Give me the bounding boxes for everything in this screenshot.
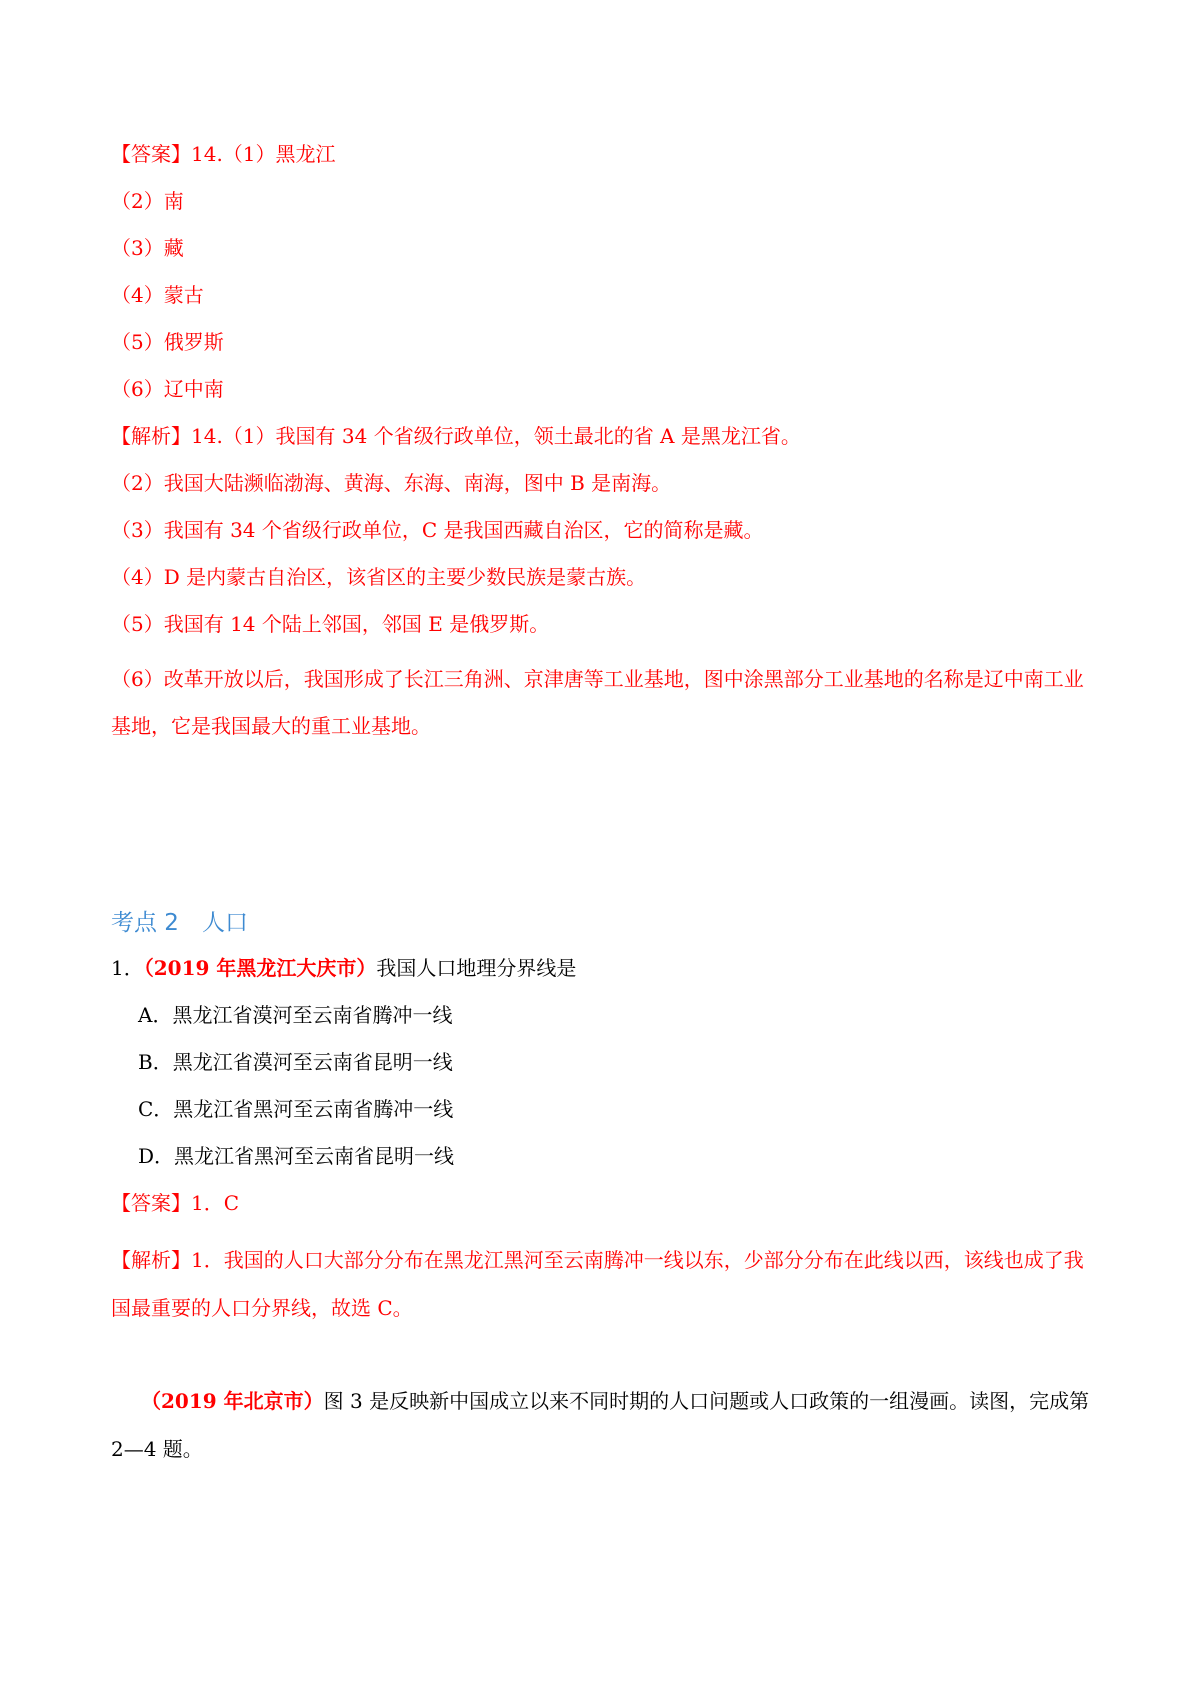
answer-line-1 [111,140,336,168]
question-text: 我国人口地理分界线是 [376,956,577,980]
answer-line-5: （5）俄罗斯 [111,330,224,354]
question-1-answer [111,1189,239,1217]
question-2-intro [111,1377,1101,1473]
analysis-line-1 [111,422,801,450]
answer-label: 【答案】 [111,142,191,166]
question-1-stem [111,954,576,982]
answer-text: 1．C [191,1191,240,1215]
question-source: （2019 年黑龙江大庆市） [143,956,377,980]
analysis-text: 14.（1）我国有 34 个省级行政单位，领土最北的省 A 是黑龙江省。 [191,424,801,448]
answer-text: 14.（1）黑龙江 [191,142,336,166]
question-number: 1． [111,956,144,980]
analysis-label: 【解析】 [111,424,191,448]
question-1-analysis [111,1236,1101,1332]
answer-line-2: （2）南 [111,189,184,213]
answer-line-3: （3）藏 [111,236,184,260]
analysis-line-4: （4）D 是内蒙古自治区，该省区的主要少数民族是蒙古族。 [111,565,647,589]
analysis-line-2: （2）我国大陆濒临渤海、黄海、东海、南海，图中 B 是南海。 [111,471,672,495]
answer-label: 【答案】 [111,1191,191,1215]
option-c: C．黑龙江省黑河至云南省腾冲一线 [138,1097,454,1121]
analysis-text: 1．我国的人口大部分分布在黑龙江黑河至云南腾冲一线以东，少部分分布在此线以西，该线也成了我国最重要的人口分界线，故选 C。 [111,1248,1084,1320]
analysis-line-5: （5）我国有 14 个陆上邻国，邻国 E 是俄罗斯。 [111,612,550,636]
option-b: B．黑龙江省漠河至云南省昆明一线 [138,1050,453,1074]
analysis-label: 【解析】 [111,1248,191,1272]
answer-line-6: （6）辽中南 [111,377,224,401]
option-a: A．黑龙江省漠河至云南省腾冲一线 [138,1003,453,1027]
section-heading: 考点 2 人口 [111,910,248,936]
analysis-line-3: （3）我国有 34 个省级行政单位，C 是我国西藏自治区，它的简称是藏。 [111,518,764,542]
answer-line-4: （4）蒙古 [111,283,204,307]
option-d: D．黑龙江省黑河至云南省昆明一线 [138,1144,455,1168]
question-source: （2019 年北京市） [141,1389,324,1413]
analysis-line-6: （6）改革开放以后，我国形成了长江三角洲、京津唐等工业基地，图中涂黑部分工业基地的名称是辽中南工业基地，它是我国最大的重工业基地。 [111,667,1084,738]
question-text: 图 3 是反映新中国成立以来不同时期的人口问题或人口政策的一组漫画。读图，完成第 2—4 题。 [111,1389,1090,1461]
